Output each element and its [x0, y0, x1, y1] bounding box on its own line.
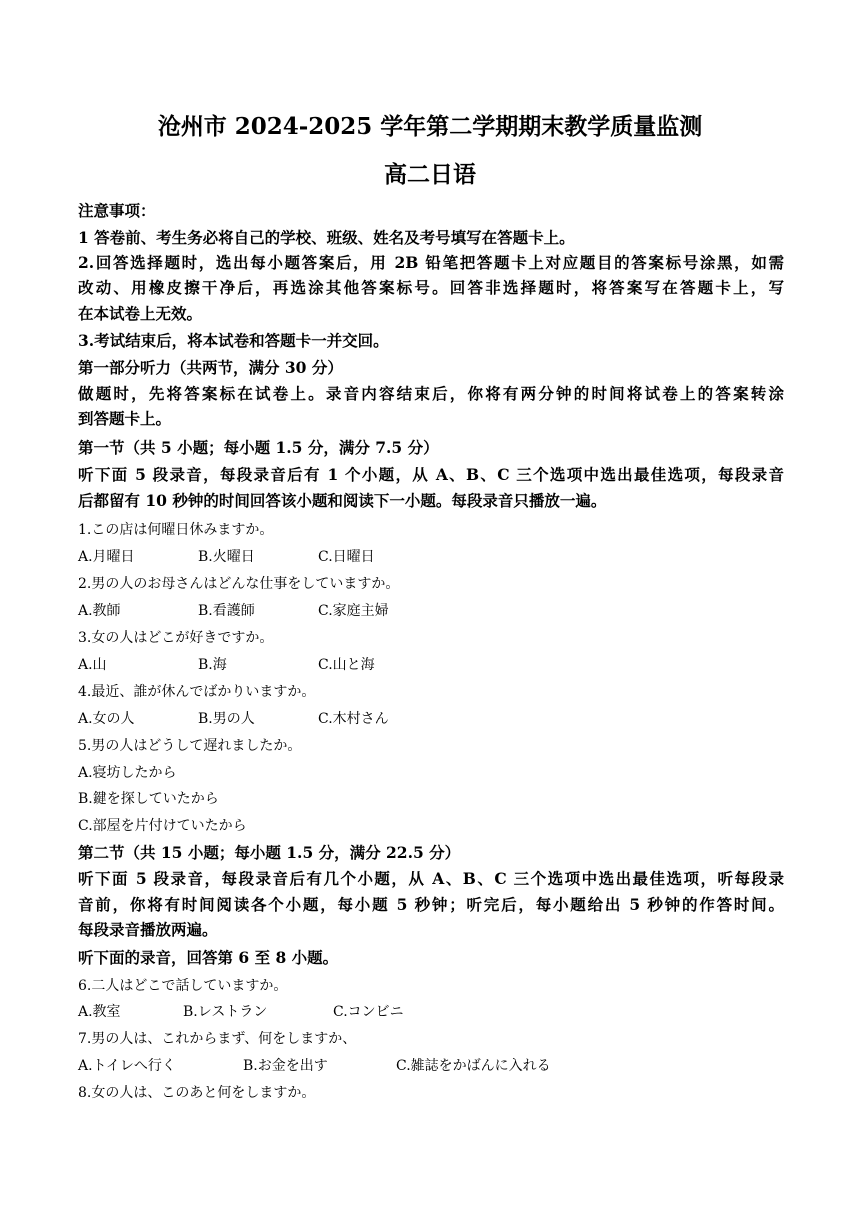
note-item-1: 1 答卷前、考生务必将自己的学校、班级、姓名及考号填写在答题卡上。 [78, 228, 575, 247]
q3-option-c: C.山と海 [318, 657, 375, 673]
q1-option-a: A.月曜日 [78, 549, 135, 565]
note-item-2-line-3: 在本试卷上无效。 [78, 304, 203, 323]
q4-option-c: C.木村さん [318, 711, 389, 727]
q1-option-c: C.日曜日 [318, 549, 375, 565]
exam-subtitle: 高二日语 [384, 161, 476, 188]
exam-title: 沧州市 2024-2025 学年第二学期期末教学质量监测 [157, 113, 703, 140]
section1-instruction-line-1: 听下面 5 段录音，每段录音后有 1 个小题，从 A、B、C 三个选项中选出最佳选项，每段录音 [78, 465, 784, 484]
q2-option-a: A.教師 [78, 603, 121, 619]
section2-instruction-line-2: 音前，你将有时间阅读各个小题，每小题 5 秒钟；听完后，每小题给出 5 秒钟的作答时间。 [78, 895, 784, 914]
q4-option-a: A.女の人 [78, 711, 135, 727]
section2-instruction-line-3: 每段录音播放两遍。 [78, 920, 218, 939]
q5-option-c: C.部屋を片付けていたから [78, 818, 247, 834]
question-8: 8.女の人は、このあと何をしますか。 [78, 1085, 316, 1101]
notes-heading: 注意事项： [78, 201, 156, 220]
q7-option-c: C.雑誌をかばんに入れる [396, 1058, 551, 1074]
section2-instruction-line-1: 听下面 5 段录音，每段录音后有几个小题，从 A、B、C 三个选项中选出最佳选项，听每段录 [78, 869, 784, 888]
question-3: 3.女の人はどこが好きですか。 [78, 630, 274, 646]
question-5: 5.男の人はどうして遅れましたか。 [78, 738, 302, 754]
q7-option-a: A.トイレへ行く [78, 1058, 176, 1074]
question-7: 7.男の人は、これからまず、何をしますか、 [78, 1031, 357, 1047]
note-item-3: 3.考试结束后，将本试卷和答题卡一并交回。 [78, 331, 389, 350]
q6-option-a: A.教室 [78, 1004, 121, 1020]
section1-heading: 第一节（共 5 小题；每小题 1.5 分，满分 7.5 分） [78, 438, 439, 457]
question-6: 6.二人はどこで話していますか。 [78, 978, 288, 994]
question-1: 1.この店は何曜日休みますか。 [78, 522, 274, 538]
question-2: 2.男の人のお母さんはどんな仕事をしていますか。 [78, 576, 400, 592]
q2-option-b: B.看護師 [198, 603, 255, 619]
section1-instruction-line-2: 后都留有 10 秒钟的时间回答该小题和阅读下一小题。每段录音只播放一遍。 [78, 491, 607, 510]
q7-option-b: B.お金を出す [243, 1058, 328, 1074]
q6-option-c: C.コンビニ [333, 1004, 404, 1020]
note-item-2-line-1: 2.回答选择题时，选出每小题答案后，用 2B 铅笔把答题卡上对应题目的答案标号涂黑，如需 [78, 253, 784, 272]
part1-heading: 第一部分听力（共两节，满分 30 分） [78, 358, 343, 377]
note-item-2-line-2: 改动、用橡皮擦干净后，再选涂其他答案标号。回答非选择题时，将答案写在答题卡上，写 [78, 278, 784, 297]
q4-option-b: B.男の人 [198, 711, 255, 727]
q2-option-c: C.家庭主婦 [318, 603, 389, 619]
q5-option-b: B.鍵を探していたから [78, 791, 219, 807]
question-4: 4.最近、誰が休んでばかりいますか。 [78, 684, 316, 700]
section2-heading: 第二节（共 15 小题；每小题 1.5 分，满分 22.5 分） [78, 843, 461, 862]
q1-option-b: B.火曜日 [198, 549, 255, 565]
q6-option-b: B.レストラン [183, 1004, 268, 1020]
part1-instruction-line-2: 到答题卡上。 [78, 409, 172, 428]
q5-option-a: A.寝坊したから [78, 765, 177, 781]
q3-option-a: A.山 [78, 657, 107, 673]
part1-instruction-line-1: 做题时，先将答案标在试卷上。录音内容结束后，你将有两分钟的时间将试卷上的答案转涂 [78, 384, 784, 403]
q3-option-b: B.海 [198, 657, 227, 673]
group-heading-6-8: 听下面的录音，回答第 6 至 8 小题。 [78, 948, 339, 967]
